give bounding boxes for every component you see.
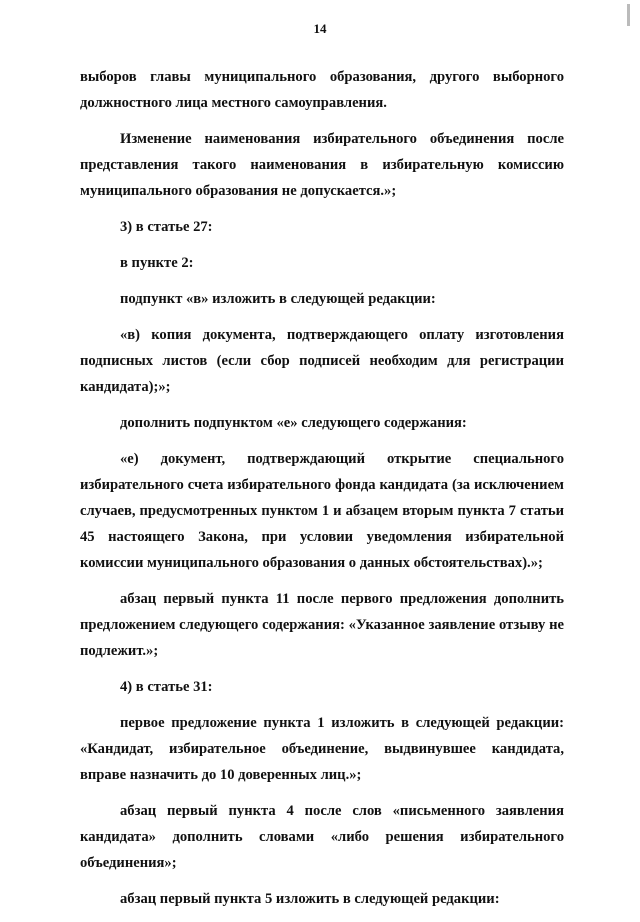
document-body xyxy=(80,64,564,922)
paragraph: выборов главы муниципального образования, другого выборного должностного лица местного самоуправления. xyxy=(80,69,564,111)
paragraph: в пункте 2: xyxy=(120,255,194,271)
paragraph: абзац первый пункта 11 после первого предложения дополнить предложением следующего содержания: «Указанное заявление отзыву не подлежит.»; xyxy=(80,591,564,659)
paragraph: 4) в статье 31: xyxy=(120,679,213,695)
paragraph: абзац первый пункта 4 после слов «письменного заявления кандидата» дополнить словами «либо решения избирательного объединения»; xyxy=(80,803,564,871)
paragraph: 3) в статье 27: xyxy=(120,219,213,235)
paragraph: дополнить подпунктом «е» следующего содержания: xyxy=(120,415,467,431)
paragraph: «в) копия документа, подтверждающего оплату изготовления подписных листов (если сбор подписей необходим для регистрации кандидата);»; xyxy=(80,327,564,395)
paragraph: подпункт «в» изложить в следующей редакции: xyxy=(120,291,436,307)
page-number: 14 xyxy=(313,21,327,36)
paragraph: первое предложение пункта 1 изложить в следующей редакции: «Кандидат, избирательное объединение, выдвинувшее кандидата, вправе назначить до 10 доверенных лиц.»; xyxy=(80,715,564,783)
paragraph: абзац первый пункта 5 изложить в следующей редакции: xyxy=(120,891,500,907)
paragraph: «е) документ, подтверждающий открытие специального избирательного счета избирательного фонда кандидата (за исключением случаев, предусмотренных пунктом 1 и абзацем вторым пункта 7 статьи 45 настоящего Закона, при условии уведомления избирательной комиссии муниципального образования о данных обстоятельствах).»; xyxy=(80,451,564,571)
paragraph: Изменение наименования избирательного объединения после представления такого наименования в избирательную комиссию муниципального образования не допускается.»; xyxy=(80,131,564,199)
